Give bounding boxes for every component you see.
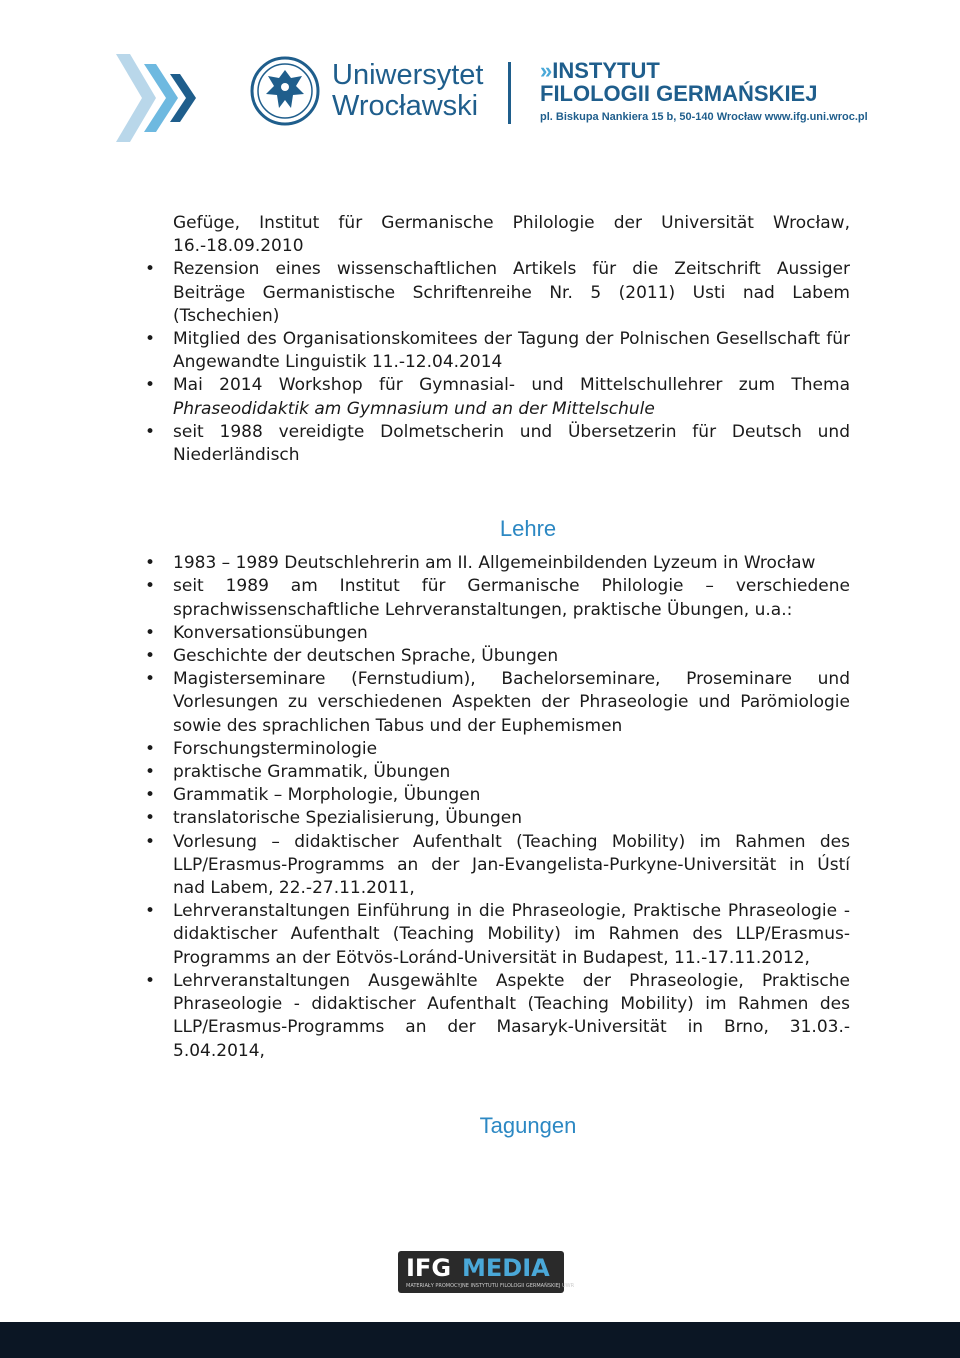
list-item <box>140 622 850 645</box>
page-header <box>0 0 960 180</box>
list-item <box>140 328 850 374</box>
section-title-tagungen: Tagungen <box>479 1112 577 1138</box>
list-item-text: translatorische Spezialisierung, Übungen <box>173 808 522 829</box>
list-item-text: Lehrveranstaltungen Einführung in die Phraseologie, Praktische Phraseologie - didaktischer Aufenthalt (Teaching Mobility) im Rahmen des LLP/Erasmus-Programms an der Eötvös-Loránd-Universität in Budapest, 11.-17.11.2012, <box>173 901 850 968</box>
list-item-text: 1983 – 1989 Deutschlehrerin am II. Allgemeinbildenden Lyzeum in Wrocław <box>173 553 816 574</box>
page-content <box>140 212 850 1139</box>
list-item <box>140 575 850 621</box>
list-item <box>140 421 850 467</box>
institute-line1 <box>540 60 868 82</box>
footer-bar <box>0 1322 960 1358</box>
lehre-list <box>140 552 850 1062</box>
list-item-text: Grammatik – Morphologie, Übungen <box>173 785 481 806</box>
institute-prefix: » <box>540 58 553 83</box>
university-name <box>332 60 484 122</box>
chevrons-logo-icon <box>108 48 218 148</box>
list-item <box>140 831 850 901</box>
list-item-text: Gefüge, Institut für Germanische Philologie der Universität Wrocław, 16.-18.09.2010 <box>173 213 850 257</box>
intro-list <box>140 212 850 467</box>
university-name-line1: Uniwersytet <box>332 59 484 91</box>
list-item <box>140 784 850 807</box>
list-item-text: Konversationsübungen <box>173 622 368 643</box>
list-item <box>140 900 850 970</box>
list-item <box>140 807 850 830</box>
list-item-text: Mitglied des Organisationskomitees der Tagung der Polnischen Gesellschaft für Angewandte Linguistik 11.-12.04.2014 <box>173 329 850 373</box>
ifg-media-logo <box>398 1251 575 1293</box>
list-item <box>140 738 850 761</box>
list-item-text: Mai 2014 Workshop für Gymnasial- und Mittelschullehrer zum Thema <box>173 375 850 396</box>
header-divider <box>508 62 511 124</box>
list-item-text: praktische Grammatik, Übungen <box>173 762 451 783</box>
ifg-logo-part2: MEDIA <box>462 1254 550 1282</box>
list-item <box>140 552 850 575</box>
institute-line2: FILOLOGII GERMAŃSKIEJ <box>540 81 818 106</box>
list-item-text: seit 1989 am Institut für Germanische Philologie – verschiedene sprachwissenschaftliche Lehrveranstaltungen, praktische Übungen, u.a.: <box>173 576 850 620</box>
list-item <box>140 668 850 738</box>
list-item-text: Magisterseminare (Fernstudium), Bachelorseminare, Proseminare und Vorlesungen zu verschiedenen Aspekten der Phraseologie und Parömiologie sowie des sprachlichen Tabus und der Euphemismen <box>173 669 850 736</box>
institute-line1-text: INSTYTUT <box>552 58 660 83</box>
university-seal-icon <box>250 56 320 126</box>
list-item <box>140 645 850 668</box>
list-item <box>140 258 850 328</box>
list-item-text: Lehrveranstaltungen Ausgewählte Aspekte der Phraseologie, Praktische Phraseologie - didaktischer Aufenthalt (Teaching Mobility) im Rahmen des LLP/Erasmus-Programms an der Masaryk-Universität in Brno, 31.03.- 5.04.2014, <box>173 970 850 1061</box>
ifg-logo-tagline: MATERIAŁY PROMOCYJNE INSTYTUTU FILOLOGII GERMAŃSKIEJ UWR <box>406 1283 575 1289</box>
list-item <box>140 761 850 784</box>
list-item-text: Rezension eines wissenschaftlichen Artikels für die Zeitschrift Aussiger Beiträge Germanistische Schriftenreihe Nr. 5 (2011) Usti nad Labem (Tschechien) <box>173 259 850 326</box>
section-title-lehre: Lehre <box>499 516 557 542</box>
list-item <box>140 374 850 420</box>
list-item-text: seit 1988 vereidigte Dolmetscherin und Übersetzerin für Deutsch und Niederländisch <box>173 421 850 466</box>
list-item-text: Forschungsterminologie <box>173 738 378 759</box>
ifg-logo-part1: IFG <box>406 1254 452 1282</box>
list-item <box>140 970 850 1063</box>
list-item-italic-text: Phraseodidaktik am Gymnasium und an der Mittelschule <box>173 398 655 419</box>
institute-block <box>540 60 868 123</box>
list-item-text: Geschichte der deutschen Sprache, Übungen <box>173 646 559 667</box>
list-item-text: Vorlesung – didaktischer Aufenthalt (Teaching Mobility) im Rahmen des LLP/Erasmus-Programms an der Jan-Evangelista-Purkyne-Universität in Ústí nad Labem, 22.-27.11.2011, <box>173 831 850 899</box>
institute-address: pl. Biskupa Nankiera 15 b, 50-140 Wrocław www.ifg.uni.wroc.pl <box>540 111 868 123</box>
university-name-line2: Wrocławski <box>332 90 479 122</box>
list-item <box>140 212 850 258</box>
